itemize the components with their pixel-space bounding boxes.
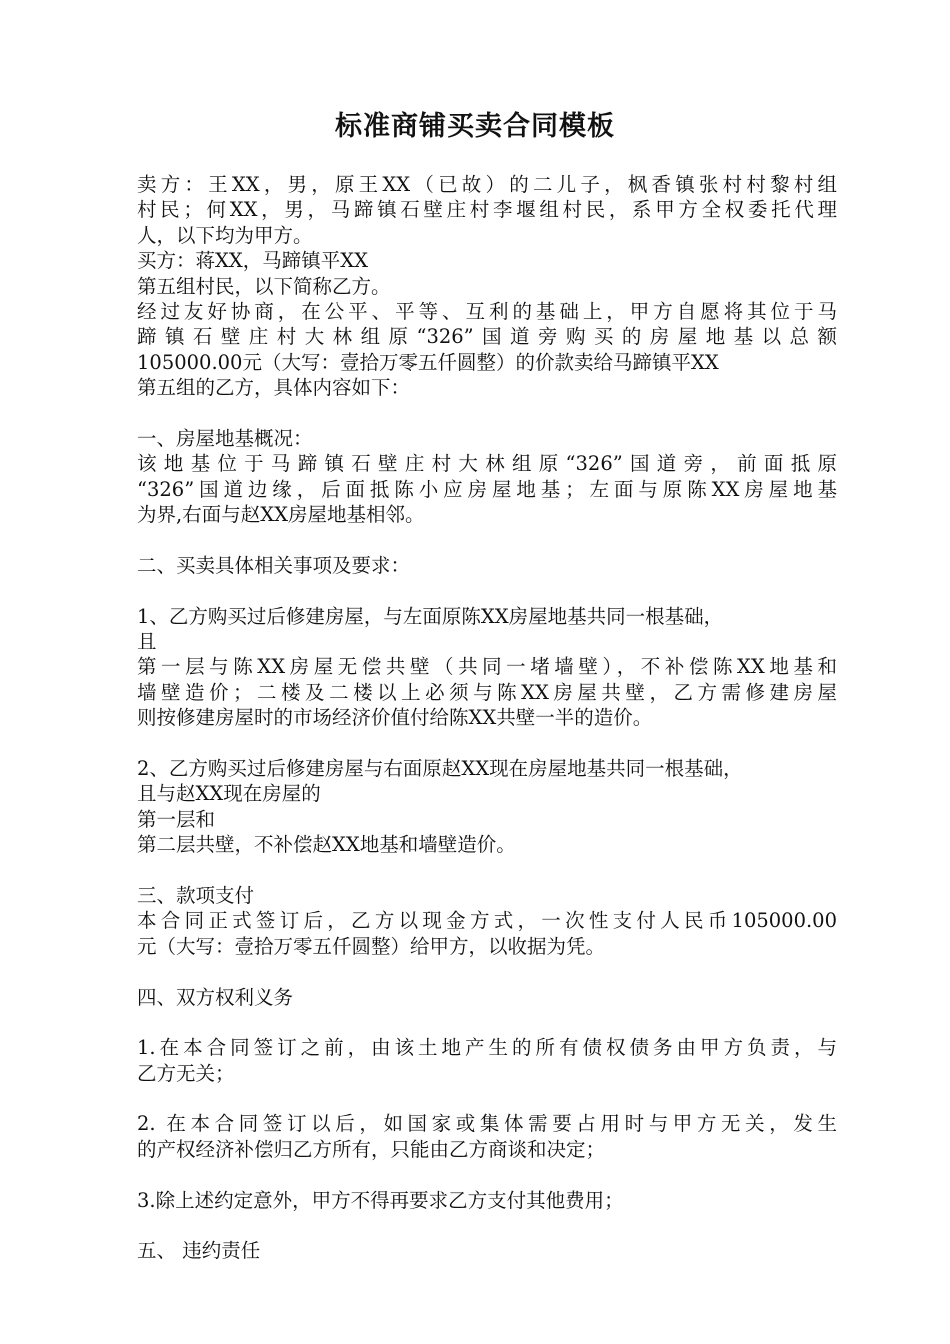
paragraph [137, 274, 837, 299]
text-line: 买方：蒋XX，马蹄镇平XX [137, 249, 369, 273]
text-line: 五、 违约责任 [137, 1239, 261, 1263]
text-line: 蹄镇石壁庄村大林组原“326”国道旁购买的房屋地基以总额 [137, 325, 837, 349]
text-line: 元（大写：壹拾万零五仟圆整）给甲方，以收据为凭。 [137, 934, 606, 958]
text-line: 二、买卖具体相关事项及要求： [137, 553, 411, 577]
paragraph [137, 172, 837, 248]
paragraph [137, 654, 837, 730]
paragraph [137, 883, 837, 908]
text-line: 本合同正式签订后，乙方以现金方式，一次性支付人民币105000.00 [137, 909, 837, 933]
text-line: 1、乙方购买过后修建房屋，与左面原陈XX房屋地基共同一根基础， [137, 604, 724, 628]
text-line: 2. 在本合同签订以后，如国家或集体需要占用时与甲方无关，发生 [137, 1112, 837, 1136]
text-line: “326”国道边缘，后面抵陈小应房屋地基；左面与原陈XX房屋地基 [137, 477, 837, 501]
paragraph [137, 1238, 837, 1263]
paragraph [137, 756, 837, 807]
paragraph-spacer [137, 959, 837, 984]
paragraph [137, 1188, 837, 1213]
text-line: 105000.00元（大写：壹拾万零五仟圆整）的价款卖给马蹄镇平XX [137, 350, 719, 374]
paragraph [137, 426, 837, 451]
text-line: 的产权经济补偿归乙方所有，只能由乙方商谈和决定； [137, 1137, 606, 1161]
text-line: 1.在本合同签订之前，由该土地产生的所有债权债务由甲方负责，与 [137, 1036, 837, 1060]
text-line: 经过友好协商，在公平、平等、互利的基础上，甲方自愿将其位于马 [137, 299, 837, 323]
text-line: 一、房屋地基概况： [137, 426, 313, 450]
document-title: 标准商铺买卖合同模板 [335, 111, 615, 142]
text-line: 且与赵XX现在房屋的 [137, 782, 321, 806]
text-line: 第二层共壁，不补偿赵XX地基和墙壁造价。 [137, 833, 516, 857]
text-line: 村民；何XX，男，马蹄镇石壁庄村李堰组村民，系甲方全权委托代理 [137, 198, 837, 222]
paragraph-spacer [137, 527, 837, 552]
text-line: 第一层和 [137, 807, 216, 831]
paragraph [137, 248, 837, 273]
paragraph [137, 451, 837, 527]
text-line: 该地基位于马蹄镇石壁庄村大林组原“326”国道旁，前面抵原 [137, 452, 837, 476]
text-line: 人，以下均为甲方。 [137, 223, 313, 247]
text-line: 3.除上述约定意外，甲方不得再要求乙方支付其他费用； [137, 1188, 624, 1212]
text-line: 墙壁造价；二楼及二楼以上必须与陈XX房屋共壁，乙方需修建房屋 [137, 680, 837, 704]
paragraph-spacer [137, 1010, 837, 1035]
paragraph [137, 553, 837, 578]
text-line: 2、乙方购买过后修建房屋与右面原赵XX现在房屋地基共同一根基础， [137, 756, 743, 780]
paragraph-spacer [137, 1213, 837, 1238]
document-body [137, 172, 837, 1264]
text-line: 为界,右面与赵XX房屋地基相邻。 [137, 503, 425, 527]
text-line: 四、双方权利义务 [137, 985, 294, 1009]
paragraph-spacer [137, 731, 837, 756]
text-line: 乙方无关； [137, 1061, 235, 1085]
paragraph [137, 1035, 837, 1086]
text-line: 第五组村民，以下简称乙方。 [137, 274, 391, 298]
text-line: 卖方：王XX，男，原王XX（已故）的二儿子，枫香镇张村村黎村组 [137, 173, 837, 196]
paragraph-spacer [137, 1086, 837, 1111]
text-line: 且 [137, 630, 157, 654]
paragraph-spacer [137, 401, 837, 426]
paragraph-spacer [137, 578, 837, 603]
paragraph [137, 1111, 837, 1162]
text-line: 第一层与陈XX房屋无偿共壁（共同一堵墙壁），不补偿陈XX地基和 [137, 655, 837, 679]
paragraph [137, 604, 837, 655]
text-line: 第五组的乙方，具体内容如下： [137, 376, 411, 400]
paragraph [137, 985, 837, 1010]
paragraph [137, 807, 837, 832]
paragraph [137, 299, 837, 401]
paragraph-spacer [137, 858, 837, 883]
paragraph [137, 832, 837, 857]
text-line: 三、款项支付 [137, 883, 255, 907]
paragraph [137, 908, 837, 959]
text-line: 则按修建房屋时的市场经济价值付给陈XX共壁一半的造价。 [137, 706, 653, 730]
paragraph-spacer [137, 1162, 837, 1187]
